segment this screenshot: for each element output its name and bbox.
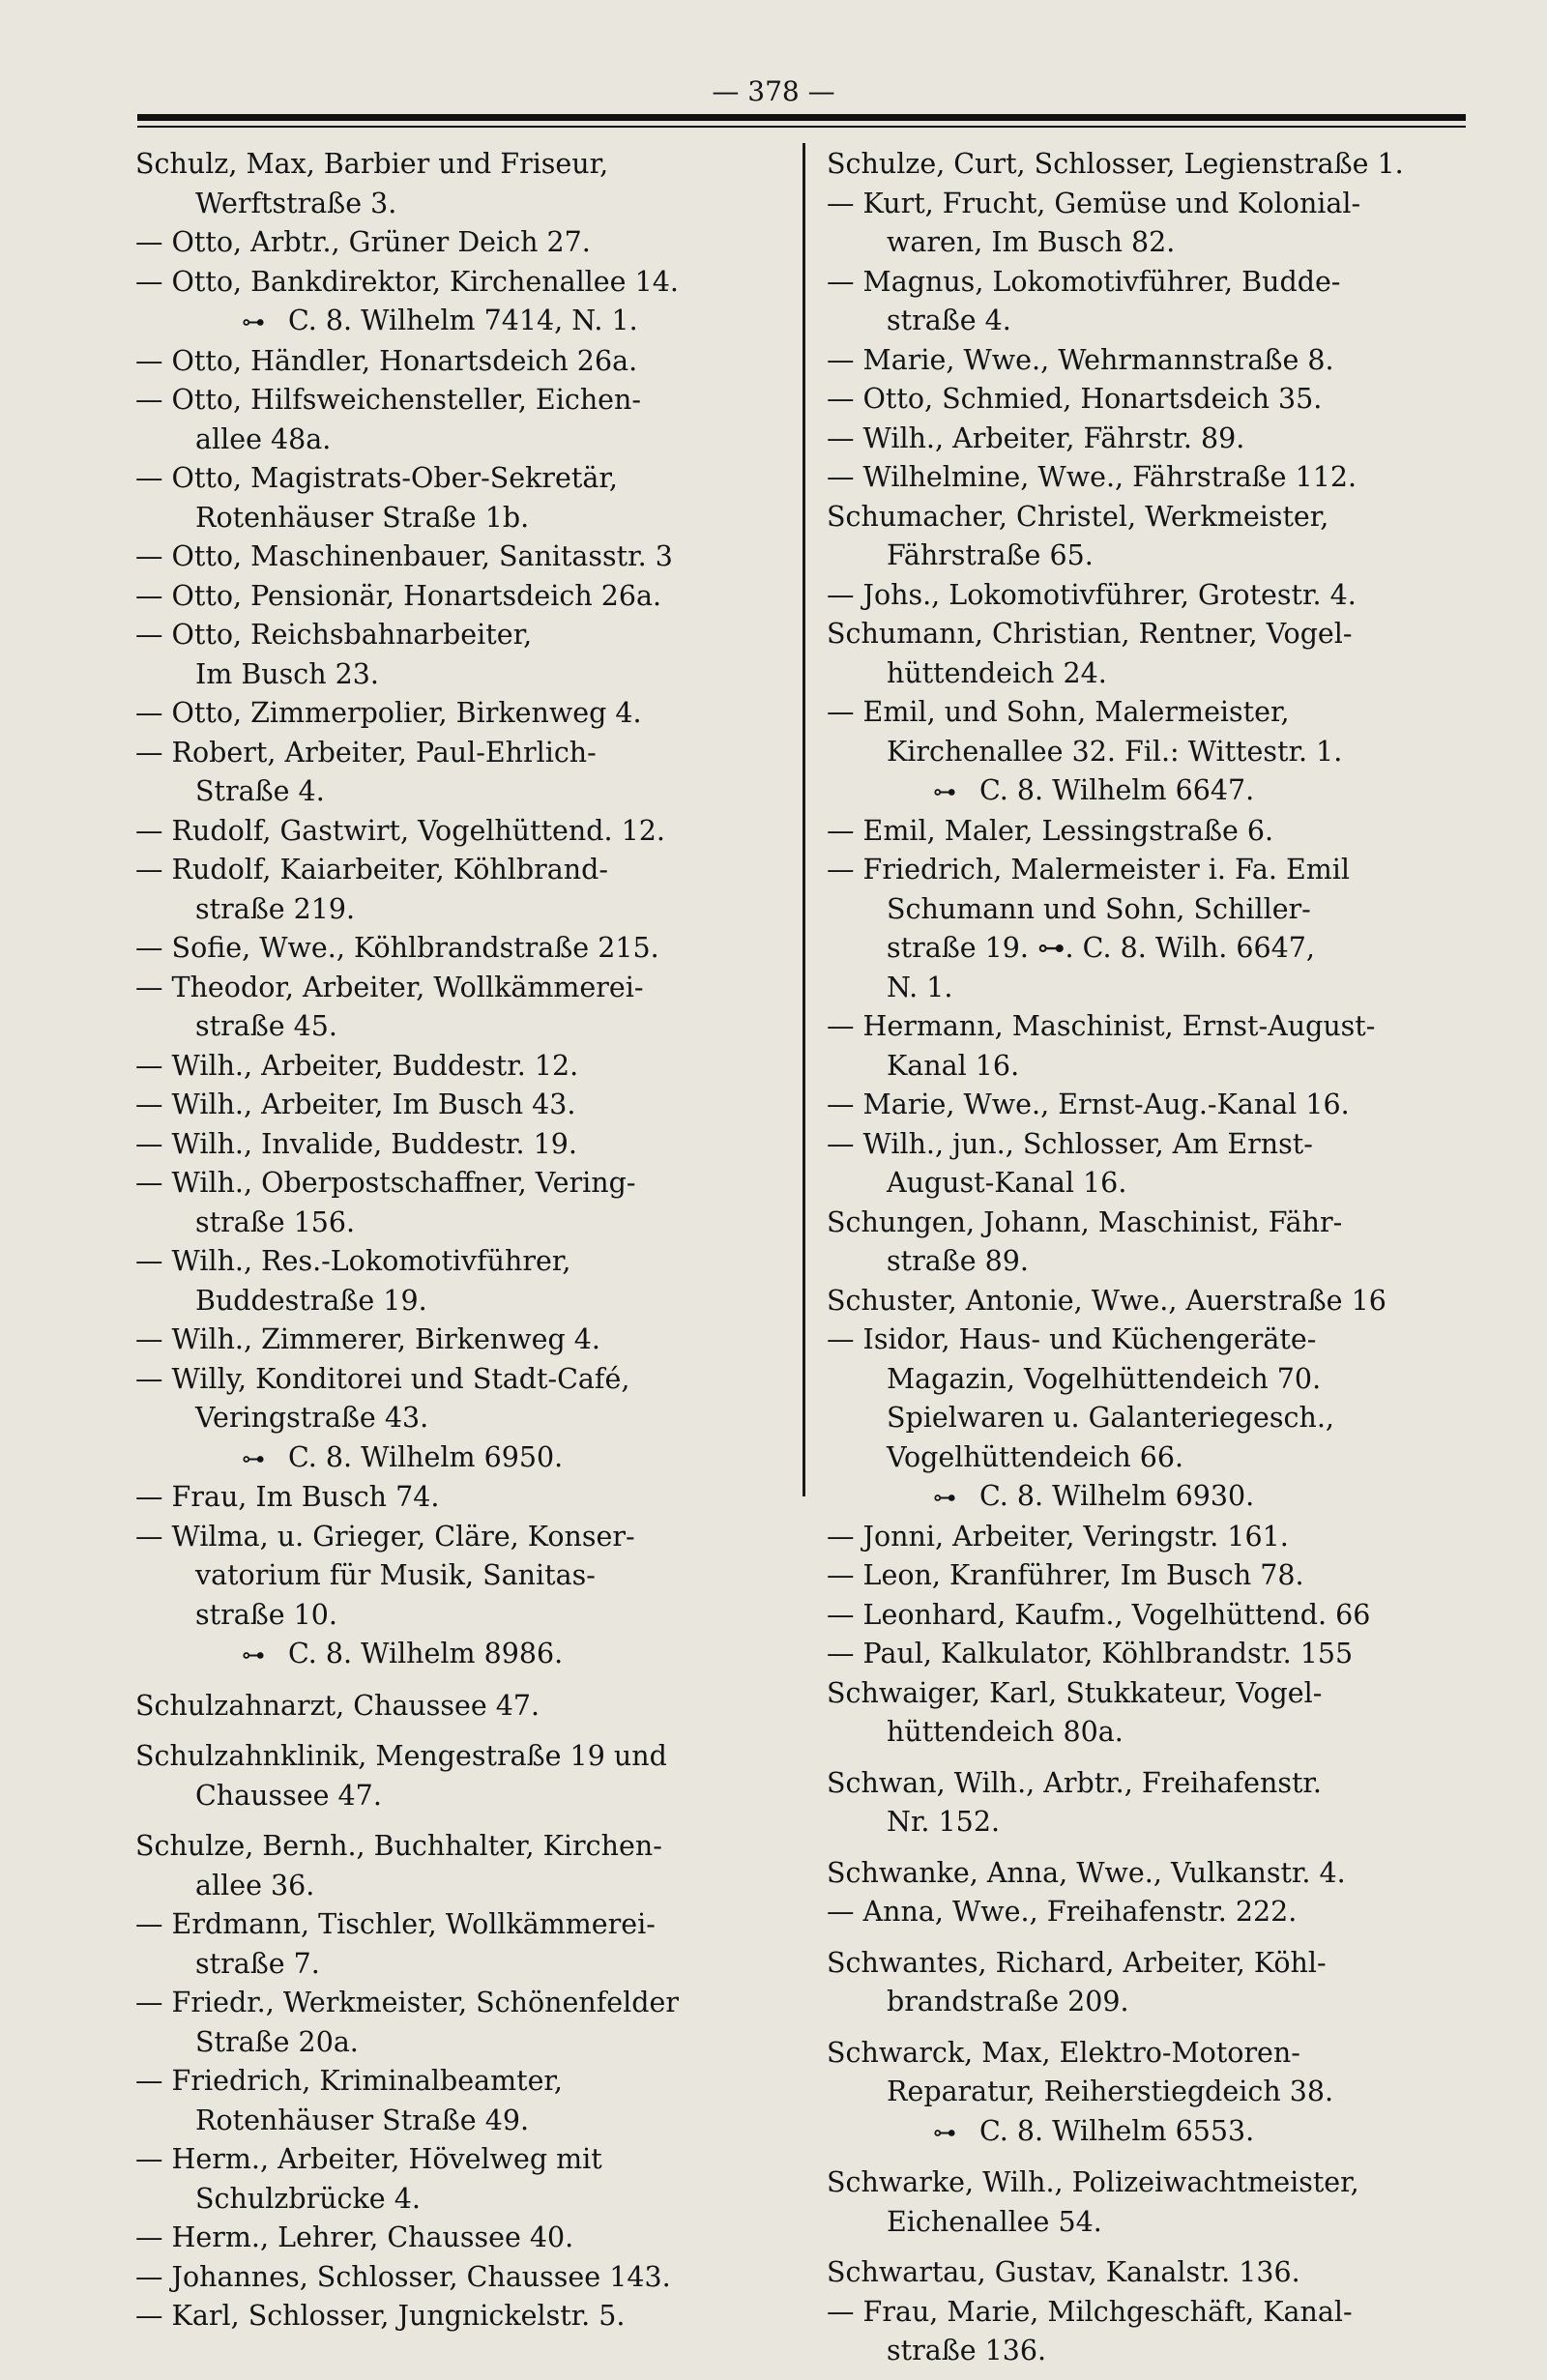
entry-line: Rotenhäuser Straße 49. — [195, 2104, 530, 2136]
entry-line: straße 136. — [887, 2335, 1047, 2366]
entry-line: — Johannes, Schlosser, Chaussee 143. — [135, 2260, 671, 2293]
directory-entry — [827, 1125, 1484, 1204]
entry-line: — Anna, Wwe., Freihafenstr. 222. — [827, 1896, 1298, 1928]
entry-line: Schuster, Antonie, Wwe., Auerstraße 16 — [827, 1284, 1386, 1317]
entry-line: — Otto, Bankdirektor, Kirchenallee 14. — [135, 265, 679, 298]
header-rule-thin — [137, 126, 1466, 128]
directory-entry — [827, 1893, 1484, 1932]
entry-line: — Otto, Hilfsweichensteller, Eichen- — [135, 384, 642, 416]
entry-line: vatorium für Musik, Sanitas- — [195, 1559, 596, 1591]
header-rule — [137, 114, 1466, 121]
entry-line: Rotenhäuser Straße 1b. — [195, 501, 530, 534]
directory-entry — [135, 1086, 793, 1125]
entry-line: straße 156. — [195, 1205, 356, 1238]
entry-line: straße 10. — [195, 1598, 337, 1631]
directory-entry — [827, 1282, 1484, 1321]
entry-line: — Otto, Händler, Honartsdeich 26a. — [135, 344, 638, 377]
directory-entry — [827, 1086, 1484, 1125]
directory-entry — [827, 1321, 1484, 1518]
directory-entry — [827, 1204, 1484, 1282]
entry-line: — Emil, und Sohn, Malermeister, — [827, 696, 1290, 728]
directory-entry — [827, 615, 1484, 693]
entry-line: straße 19. ⊶. C. 8. Wilh. 6647, — [887, 932, 1315, 964]
entry-line: — Rudolf, Gastwirt, Vogelhüttend. 12. — [135, 814, 665, 847]
entry-line: allee 48a. — [195, 422, 332, 455]
entry-line: August-Kanal 16. — [887, 1167, 1127, 1199]
entry-line: Schulzahnklinik, Mengestraße 19 und — [135, 1740, 667, 1772]
directory-entry — [135, 537, 793, 577]
entry-line: — Otto, Reichsbahnarbeiter, — [135, 619, 533, 651]
entry-line: Schulzbrücke 4. — [195, 2182, 421, 2215]
directory-entry — [827, 341, 1484, 381]
entry-line: — Karl, Schlosser, Jungnickelstr. 5. — [135, 2300, 626, 2332]
telephone-icon: ⊶ — [933, 1484, 956, 1511]
directory-entry — [135, 812, 793, 852]
entry-line: Vogelhüttendeich 66. — [887, 1440, 1184, 1473]
phone-line — [827, 1477, 1484, 1518]
entry-line: Magazin, Vogelhüttendeich 70. — [887, 1362, 1322, 1395]
entry-line: — Isidor, Haus- und Küchengeräte- — [827, 1323, 1317, 1355]
directory-entry — [135, 969, 793, 1047]
directory-entry — [135, 1047, 793, 1087]
entry-line: — Friedrich, Kriminalbeamter, — [135, 2065, 563, 2097]
entry-line: — Emil, Maler, Lessingstraße 6. — [827, 814, 1274, 847]
directory-entry — [827, 2253, 1484, 2293]
directory-entry — [827, 145, 1484, 185]
entry-line: Schwanke, Anna, Wwe., Vulkanstr. 4. — [827, 1856, 1346, 1889]
entry-line: — Otto, Schmied, Honartsdeich 35. — [827, 383, 1323, 415]
phone-line — [135, 1635, 793, 1675]
directory-entry — [135, 1737, 793, 1815]
entry-line: Spielwaren u. Galanteriegesch., — [887, 1402, 1334, 1434]
entry-line: — Leonhard, Kaufm., Vogelhüttend. 66 — [827, 1598, 1371, 1631]
directory-entry — [827, 498, 1484, 576]
directory-entry — [827, 1674, 1484, 1753]
entry-line: Kirchenallee 32. Fil.: Wittestr. 1. — [887, 735, 1343, 768]
entry-line: allee 36. — [195, 1869, 315, 1901]
directory-entry — [135, 381, 793, 459]
directory-entry — [135, 2062, 793, 2140]
phone-line — [135, 302, 793, 342]
entry-line: — Jonni, Arbeiter, Veringstr. 161. — [827, 1520, 1289, 1553]
entry-line: — Wilh., Res.-Lokomotivführer, — [135, 1245, 571, 1277]
entry-line: — Leon, Kranführer, Im Busch 78. — [827, 1559, 1304, 1591]
entry-line: straße 4. — [887, 305, 1011, 336]
directory-entry — [135, 223, 793, 263]
entry-line: — Otto, Magistrats-Ober-Sekretär, — [135, 462, 618, 494]
entry-line: Schumann und Sohn, Schiller- — [887, 892, 1311, 925]
directory-entry — [135, 1321, 793, 1360]
entry-line: Schwaiger, Karl, Stukkateur, Vogel- — [827, 1676, 1323, 1709]
directory-entry — [135, 2140, 793, 2219]
directory-entry — [135, 577, 793, 617]
directory-entry — [827, 851, 1484, 1007]
entry-line: Werftstraße 3. — [195, 187, 397, 219]
entry-line: Straße 4. — [195, 775, 325, 807]
phone-number: C. 8. Wilhelm 6553. — [979, 2114, 1255, 2147]
entry-line: straße 89. — [887, 1245, 1029, 1277]
entry-line: — Otto, Arbtr., Grüner Deich 27. — [135, 226, 591, 258]
directory-entry — [827, 185, 1484, 263]
entry-line: Eichenallee 54. — [887, 2205, 1102, 2238]
entry-line: Buddestraße 19. — [195, 1284, 427, 1317]
entry-line: — Friedrich, Malermeister i. Fa. Emil — [827, 854, 1351, 885]
telephone-icon: ⊶ — [242, 308, 265, 335]
directory-entry — [135, 1478, 793, 1518]
entry-line: Schwarke, Wilh., Polizeiwachtmeister, — [827, 2166, 1359, 2198]
entry-line: — Wilhelmine, Wwe., Fährstraße 112. — [827, 461, 1357, 493]
directory-entry — [135, 2219, 793, 2258]
directory-entry — [135, 459, 793, 537]
directory-entry — [135, 145, 793, 223]
entry-line: — Wilh., Oberpostschaffner, Vering- — [135, 1167, 636, 1199]
directory-entry — [827, 1007, 1484, 1086]
entry-line: Schumacher, Christel, Werkmeister, — [827, 500, 1329, 533]
right-column — [827, 145, 1484, 2371]
left-column — [135, 145, 793, 2336]
directory-entry — [135, 734, 793, 812]
directory-entry — [827, 2293, 1484, 2371]
directory-entry — [827, 1518, 1484, 1557]
entry-line: N. 1. — [887, 971, 953, 1003]
entry-line: hüttendeich 80a. — [887, 1716, 1124, 1748]
entry-line: — Erdmann, Tischler, Wollkämmerei- — [135, 1908, 656, 1940]
column-divider — [803, 143, 805, 1496]
entry-line: — Sofie, Wwe., Köhlbrandstraße 215. — [135, 932, 659, 964]
entry-line: Schwartau, Gustav, Kanalstr. 136. — [827, 2256, 1300, 2288]
directory-entry — [827, 420, 1484, 459]
directory-entry — [827, 2034, 1484, 2153]
phone-number: C. 8. Wilhelm 6647. — [979, 774, 1255, 806]
telephone-icon: ⊶ — [242, 1641, 265, 1669]
entry-line: hüttendeich 24. — [887, 656, 1107, 689]
entry-line: Im Busch 23. — [195, 657, 379, 690]
entry-line: — Johs., Lokomotivführer, Grotestr. 4. — [827, 578, 1357, 611]
entry-line: — Herm., Lehrer, Chaussee 40. — [135, 2221, 574, 2253]
directory-entry — [827, 380, 1484, 420]
entry-line: — Frau, Im Busch 74. — [135, 1481, 440, 1513]
directory-entry — [827, 576, 1484, 616]
entry-line: — Otto, Zimmerpolier, Birkenweg 4. — [135, 697, 642, 729]
entry-line: Schwarck, Max, Elektro-Motoren- — [827, 2036, 1300, 2069]
entry-line: Schwan, Wilh., Arbtr., Freihafenstr. — [827, 1766, 1322, 1799]
entry-line: Chaussee 47. — [195, 1779, 382, 1812]
entry-line: — Friedr., Werkmeister, Schönenfelder — [135, 1987, 679, 2018]
entry-line: waren, Im Busch 82. — [887, 226, 1176, 258]
entry-line: Schumann, Christian, Rentner, Vogel- — [827, 618, 1353, 650]
phone-line — [135, 1438, 793, 1479]
directory-entry — [827, 263, 1484, 341]
directory-entry — [135, 1360, 793, 1479]
directory-entry — [827, 1764, 1484, 1843]
entry-line: — Willy, Konditorei und Stadt-Café, — [135, 1362, 630, 1395]
directory-entry — [135, 2297, 793, 2336]
directory-entry — [827, 1854, 1484, 1894]
entry-line: — Hermann, Maschinist, Ernst-August- — [827, 1010, 1376, 1042]
phone-number: C. 8. Wilhelm 6950. — [288, 1440, 564, 1473]
directory-entry — [135, 1242, 793, 1321]
entry-line: — Wilh., Arbeiter, Im Busch 43. — [135, 1088, 576, 1120]
entry-line: straße 219. — [195, 892, 356, 925]
entry-line: — Marie, Wwe., Wehrmannstraße 8. — [827, 343, 1334, 376]
entry-line: Schulzahnarzt, Chaussee 47. — [135, 1689, 540, 1722]
entry-line: — Paul, Kalkulator, Köhlbrandstr. 155 — [827, 1638, 1354, 1669]
directory-entry — [135, 1518, 793, 1675]
directory-entry — [135, 616, 793, 694]
directory-entry — [827, 812, 1484, 852]
entry-line: brandstraße 209. — [887, 1986, 1129, 2017]
entry-line: — Herm., Arbeiter, Hövelweg mit — [135, 2143, 602, 2175]
directory-entry — [135, 694, 793, 734]
directory-entry — [135, 342, 793, 382]
directory-entry — [827, 458, 1484, 498]
entry-line: — Marie, Wwe., Ernst-Aug.-Kanal 16. — [827, 1088, 1350, 1120]
directory-entry — [827, 1635, 1484, 1674]
entry-line: — Robert, Arbeiter, Paul-Ehrlich- — [135, 736, 597, 769]
entry-line: — Otto, Pensionär, Honartsdeich 26a. — [135, 579, 662, 612]
directory-entry — [135, 1984, 793, 2062]
telephone-icon: ⊶ — [933, 778, 956, 805]
entry-line: straße 45. — [195, 1010, 337, 1042]
entry-line: Kanal 16. — [887, 1049, 1020, 1082]
entry-line: Veringstraße 43. — [195, 1402, 429, 1434]
entry-line: — Theodor, Arbeiter, Wollkämmerei- — [135, 971, 644, 1003]
telephone-icon: ⊶ — [933, 2118, 956, 2146]
entry-line: Nr. 152. — [887, 1806, 1001, 1838]
entry-line: — Wilh., Arbeiter, Fährstr. 89. — [827, 421, 1245, 454]
directory-entry — [135, 1125, 793, 1165]
directory-entry — [827, 1596, 1484, 1636]
entry-line: — Wilh., Arbeiter, Buddestr. 12. — [135, 1049, 579, 1082]
entry-line: — Wilh., Zimmerer, Birkenweg 4. — [135, 1323, 600, 1355]
entry-line: — Wilh., jun., Schlosser, Am Ernst- — [827, 1127, 1313, 1160]
phone-line — [827, 2112, 1484, 2153]
directory-entry — [827, 2163, 1484, 2242]
page-number: — 378 — — [712, 75, 835, 107]
directory-entry — [135, 851, 793, 929]
entry-line: — Otto, Maschinenbauer, Sanitasstr. 3 — [135, 540, 673, 572]
phone-number: C. 8. Wilhelm 8986. — [288, 1638, 564, 1669]
entry-line: — Frau, Marie, Milchgeschäft, Kanal- — [827, 2295, 1353, 2328]
entry-line: Straße 20a. — [195, 2025, 359, 2058]
directory-entry — [827, 1556, 1484, 1596]
directory-entry — [135, 1687, 793, 1727]
entry-line: — Kurt, Frucht, Gemüse und Kolonial- — [827, 187, 1361, 219]
entry-line: Reparatur, Reiherstiegdeich 38. — [887, 2075, 1334, 2107]
entry-line: Schwantes, Richard, Arbeiter, Köhl- — [827, 1946, 1327, 1979]
entry-line: Fährstraße 65. — [887, 539, 1094, 571]
directory-entry — [135, 1164, 793, 1242]
telephone-icon: ⊶ — [242, 1444, 265, 1472]
phone-number: C. 8. Wilhelm 6930. — [979, 1480, 1255, 1512]
directory-entry — [135, 1905, 793, 1984]
entry-line: — Wilh., Invalide, Buddestr. 19. — [135, 1127, 577, 1160]
phone-number: C. 8. Wilhelm 7414, N. 1. — [288, 305, 638, 336]
directory-entry — [135, 263, 793, 342]
entry-line: — Magnus, Lokomotivführer, Budde- — [827, 265, 1341, 298]
entry-line: Schulze, Bernh., Buchhalter, Kirchen- — [135, 1830, 662, 1862]
phone-line — [827, 771, 1484, 812]
entry-line: Schungen, Johann, Maschinist, Fähr- — [827, 1205, 1343, 1238]
entry-line: straße 7. — [195, 1947, 320, 1980]
entry-line: Schulze, Curt, Schlosser, Legienstraße 1. — [827, 148, 1404, 180]
entry-line: — Rudolf, Kaiarbeiter, Köhlbrand- — [135, 854, 608, 885]
entry-line: Schulz, Max, Barbier und Friseur, — [135, 148, 609, 180]
directory-entry — [135, 929, 793, 969]
entry-line: — Wilma, u. Grieger, Cläre, Konser- — [135, 1520, 635, 1553]
directory-entry — [827, 1944, 1484, 2022]
directory-entry — [135, 1827, 793, 1905]
directory-entry — [827, 693, 1484, 812]
directory-entry — [135, 2258, 793, 2298]
